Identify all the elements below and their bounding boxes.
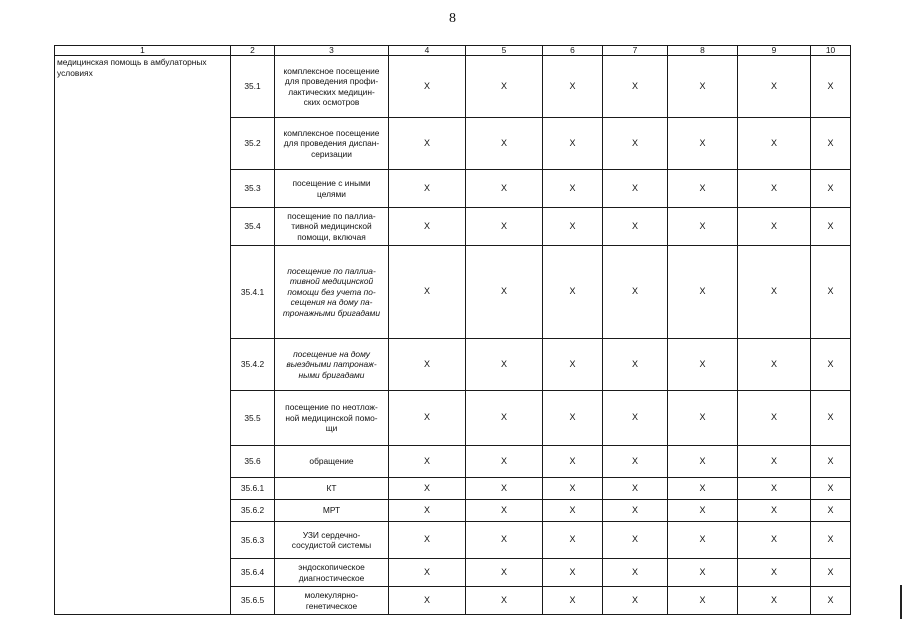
column-header: 1 [55, 46, 231, 56]
value-cell: X [738, 208, 811, 246]
table-row [55, 56, 851, 118]
value-cell: X [603, 391, 668, 446]
value-cell: X [668, 208, 738, 246]
row-code: 35.4.2 [231, 339, 275, 391]
value-cell: X [738, 446, 811, 478]
value-cell: X [738, 339, 811, 391]
value-cell: X [603, 118, 668, 170]
value-cell: X [668, 246, 738, 339]
scan-edge-mark [900, 585, 902, 619]
value-cell: X [543, 170, 603, 208]
value-cell: X [603, 208, 668, 246]
value-cell: X [466, 522, 543, 559]
value-cell: X [811, 170, 851, 208]
value-cell: X [466, 170, 543, 208]
value-cell: X [738, 170, 811, 208]
value-cell: X [811, 56, 851, 118]
value-cell: X [543, 391, 603, 446]
value-cell: X [389, 559, 466, 587]
value-cell: X [668, 391, 738, 446]
value-cell: X [738, 391, 811, 446]
value-cell: X [466, 587, 543, 615]
value-cell: X [738, 478, 811, 500]
row-code: 35.6.2 [231, 500, 275, 522]
value-cell: X [543, 56, 603, 118]
value-cell: X [466, 391, 543, 446]
value-cell: X [738, 500, 811, 522]
value-cell: X [811, 559, 851, 587]
row-code: 35.4.1 [231, 246, 275, 339]
value-cell: X [389, 339, 466, 391]
value-cell: X [543, 118, 603, 170]
value-cell: X [603, 559, 668, 587]
value-cell: X [811, 500, 851, 522]
row-code: 35.3 [231, 170, 275, 208]
value-cell: X [389, 170, 466, 208]
value-cell: X [389, 446, 466, 478]
value-cell: X [389, 478, 466, 500]
value-cell: X [389, 246, 466, 339]
value-cell: X [668, 446, 738, 478]
row-name: посещение по паллиа-тивной медицинской помощи, включая [275, 208, 389, 246]
value-cell: X [543, 208, 603, 246]
value-cell: X [543, 559, 603, 587]
row-name: посещение на дому выездными патронаж-ными бригадами [275, 339, 389, 391]
row-code: 35.1 [231, 56, 275, 118]
value-cell: X [389, 391, 466, 446]
value-cell: X [668, 56, 738, 118]
value-cell: X [466, 339, 543, 391]
row-name: УЗИ сердечно-сосудистой системы [275, 522, 389, 559]
value-cell: X [738, 118, 811, 170]
row-name: КТ [275, 478, 389, 500]
value-cell: X [738, 587, 811, 615]
value-cell: X [466, 56, 543, 118]
row-name: комплексное посещение для проведения профи-лактических медицин-ских осмотров [275, 56, 389, 118]
column-header: 2 [231, 46, 275, 56]
value-cell: X [466, 446, 543, 478]
column-header: 7 [603, 46, 668, 56]
column-header: 6 [543, 46, 603, 56]
column-header: 10 [811, 46, 851, 56]
value-cell: X [466, 118, 543, 170]
column-header: 3 [275, 46, 389, 56]
value-cell: X [466, 208, 543, 246]
value-cell: X [466, 246, 543, 339]
column-header: 4 [389, 46, 466, 56]
value-cell: X [668, 500, 738, 522]
value-cell: X [811, 339, 851, 391]
row-name: молекулярно-генетическое [275, 587, 389, 615]
value-cell: X [603, 478, 668, 500]
value-cell: X [543, 478, 603, 500]
value-cell: X [543, 500, 603, 522]
row-code: 35.6.4 [231, 559, 275, 587]
value-cell: X [603, 500, 668, 522]
value-cell: X [389, 522, 466, 559]
row-name: обращение [275, 446, 389, 478]
value-cell: X [738, 246, 811, 339]
value-cell: X [543, 339, 603, 391]
value-cell: X [389, 500, 466, 522]
value-cell: X [811, 391, 851, 446]
value-cell: X [543, 522, 603, 559]
value-cell: X [738, 559, 811, 587]
category-cell: медицинская помощь в амбулаторных условиях [55, 56, 231, 615]
value-cell: X [668, 587, 738, 615]
value-cell: X [603, 339, 668, 391]
row-code: 35.6.1 [231, 478, 275, 500]
row-name: посещение по паллиа-тивной медицинской помощи без учета по-сещения на дому па-тронажными бригадами [275, 246, 389, 339]
value-cell: X [738, 56, 811, 118]
value-cell: X [603, 246, 668, 339]
row-name: эндоскопическое диагностическое [275, 559, 389, 587]
services-table [54, 45, 851, 615]
value-cell: X [668, 170, 738, 208]
row-code: 35.6.3 [231, 522, 275, 559]
value-cell: X [466, 478, 543, 500]
value-cell: X [543, 446, 603, 478]
value-cell: X [668, 559, 738, 587]
value-cell: X [543, 246, 603, 339]
row-code: 35.2 [231, 118, 275, 170]
value-cell: X [811, 522, 851, 559]
row-code: 35.6 [231, 446, 275, 478]
value-cell: X [389, 118, 466, 170]
column-number-row [55, 46, 851, 56]
column-header: 9 [738, 46, 811, 56]
value-cell: X [603, 587, 668, 615]
value-cell: X [668, 478, 738, 500]
column-header: 8 [668, 46, 738, 56]
value-cell: X [466, 559, 543, 587]
value-cell: X [811, 478, 851, 500]
row-code: 35.6.5 [231, 587, 275, 615]
value-cell: X [466, 500, 543, 522]
value-cell: X [811, 208, 851, 246]
value-cell: X [668, 118, 738, 170]
value-cell: X [811, 587, 851, 615]
value-cell: X [603, 170, 668, 208]
page-number: 8 [449, 11, 456, 26]
row-name: посещение с иными целями [275, 170, 389, 208]
row-code: 35.5 [231, 391, 275, 446]
value-cell: X [668, 339, 738, 391]
value-cell: X [389, 208, 466, 246]
value-cell: X [389, 56, 466, 118]
value-cell: X [738, 522, 811, 559]
value-cell: X [543, 587, 603, 615]
value-cell: X [668, 522, 738, 559]
value-cell: X [603, 446, 668, 478]
row-name: МРТ [275, 500, 389, 522]
row-name: посещение по неотлож-ной медицинской помо-щи [275, 391, 389, 446]
row-name: комплексное посещение для проведения диспан-серизации [275, 118, 389, 170]
row-code: 35.4 [231, 208, 275, 246]
value-cell: X [603, 522, 668, 559]
value-cell: X [811, 246, 851, 339]
value-cell: X [603, 56, 668, 118]
value-cell: X [811, 446, 851, 478]
value-cell: X [389, 587, 466, 615]
value-cell: X [811, 118, 851, 170]
column-header: 5 [466, 46, 543, 56]
